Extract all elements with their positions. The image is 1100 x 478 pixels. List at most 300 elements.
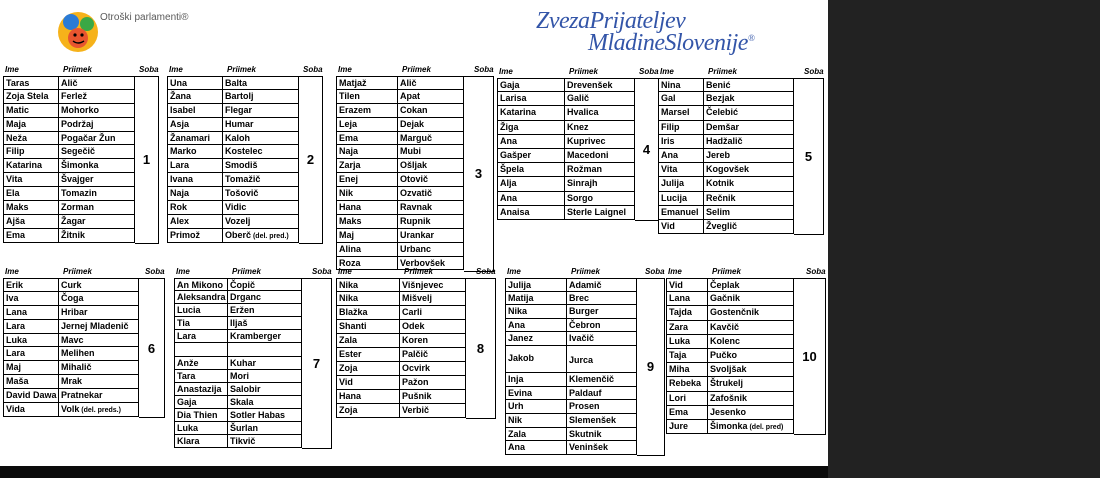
room-table-10 [666, 266, 826, 434]
surname-cell: Burger [567, 305, 637, 318]
surname-cell [228, 343, 302, 355]
bottom-bar [0, 466, 828, 478]
first-name-cell: Lana [666, 292, 708, 305]
table-row [174, 317, 302, 330]
first-name-cell: David Dawa [3, 389, 59, 402]
surname-cell: Tomažič [223, 173, 299, 186]
first-name-cell: Ana [658, 149, 704, 162]
surname-cell: Skala [228, 396, 302, 408]
table-row [497, 78, 635, 92]
first-name-cell: Hana [336, 201, 398, 214]
table-header [3, 266, 165, 278]
column-header-soba: Soba [804, 67, 824, 76]
surname-cell: Rupnik [398, 215, 464, 228]
table-row [167, 90, 299, 104]
surname-cell: Marguč [398, 132, 464, 145]
first-name-cell: Ana [497, 192, 565, 205]
surname-cell: Odek [400, 320, 466, 333]
surname-cell: Zafošnik [708, 392, 794, 405]
logo-right-line1: ZvezaPrijateljev [536, 8, 686, 34]
table-row [174, 330, 302, 343]
table-row [658, 106, 794, 120]
surname-cell: Podržaj [59, 118, 135, 131]
surname-cell: Sinrajh [565, 177, 635, 190]
first-name-cell: Nika [336, 279, 400, 291]
surname-cell: Vidic [223, 201, 299, 214]
video-panel [828, 0, 1100, 478]
room-number: 3 [464, 76, 494, 272]
first-name-cell: Aleksandra [174, 291, 228, 303]
first-name-cell: Larisa [497, 92, 565, 105]
surname-cell: Koren [400, 334, 466, 347]
table-row [167, 104, 299, 118]
surname-cell: Bezjak [704, 92, 794, 105]
column-header-ime: Ime [668, 267, 682, 276]
room-table-9 [505, 266, 665, 455]
first-name-cell: Luka [174, 422, 228, 434]
surname-cell: Ferlež [59, 90, 135, 103]
surname-cell: Alič [398, 77, 464, 89]
first-name-cell: Marsel [658, 106, 704, 119]
first-name-cell: Lana [3, 306, 59, 319]
table-row [336, 76, 464, 90]
room-number: 6 [139, 278, 165, 418]
column-header-priimek: Priimek [569, 67, 598, 76]
table-row [658, 163, 794, 177]
surname-cell: Jernej Mladenič [59, 320, 139, 333]
table-row [3, 306, 139, 320]
table-header [167, 64, 323, 76]
table-row [174, 343, 302, 356]
table-row [336, 243, 464, 257]
table-row [497, 206, 635, 220]
column-header-soba: Soba [476, 267, 496, 276]
first-name-cell: Ajša [3, 215, 59, 228]
table-row [3, 187, 135, 201]
table-row [505, 278, 637, 292]
first-name-cell: Gašper [497, 149, 565, 162]
surname-cell: Sorgo [565, 192, 635, 205]
column-header-soba: Soba [639, 67, 659, 76]
table-row [3, 173, 135, 187]
surname-cell: Hribar [59, 306, 139, 319]
column-header-ime: Ime [660, 67, 674, 76]
surname-cell: Iljaš [228, 317, 302, 329]
table-header [174, 266, 332, 278]
surname-cell: Hvalica [565, 106, 635, 119]
table-row [658, 149, 794, 163]
table-row [174, 396, 302, 409]
table-row [174, 422, 302, 435]
first-name-cell: Vid [336, 376, 400, 389]
table-row [666, 392, 794, 406]
table-row [666, 335, 794, 349]
logo-right-line2 [588, 30, 754, 57]
table-row [666, 363, 794, 377]
surname-cell: Mubi [398, 145, 464, 158]
column-header-soba: Soba [645, 267, 665, 276]
table-row [3, 90, 135, 104]
table-header [505, 266, 665, 278]
table-row [167, 173, 299, 187]
table-row [174, 370, 302, 383]
first-name-cell: Isabel [167, 104, 223, 117]
surname-cell: Klemenčič [567, 373, 637, 386]
surname-cell: Apat [398, 90, 464, 103]
surname-cell: Melihen [59, 347, 139, 360]
surname-cell: Pratnekar [59, 389, 139, 402]
first-name-cell: Zoja [336, 362, 400, 375]
first-name-cell: Zara [666, 321, 708, 334]
first-name-cell: Neža [3, 132, 59, 145]
surname-cell: Macedoni [565, 149, 635, 162]
table-row [666, 406, 794, 420]
surname-cell: Veninšek [567, 441, 637, 454]
column-header-soba: Soba [303, 65, 323, 74]
table-row [497, 163, 635, 177]
table-row [505, 441, 637, 455]
role-note: (del. pred.) [251, 232, 289, 240]
table-row [174, 383, 302, 396]
surname-cell: Kramberger [228, 330, 302, 342]
table-row [336, 104, 464, 118]
table-row [497, 92, 635, 106]
surname-cell: Demšar [704, 121, 794, 134]
first-name-cell: Lara [3, 320, 59, 333]
column-header-soba: Soba [139, 65, 159, 74]
table-row [497, 177, 635, 191]
table-row [3, 347, 139, 361]
table-row [167, 118, 299, 132]
table-row [3, 278, 139, 292]
first-name-cell: Vita [658, 163, 704, 176]
table-row [3, 389, 139, 403]
first-name-cell: Ana [505, 441, 567, 454]
first-name-cell: Taja [666, 349, 708, 362]
table-row [3, 104, 135, 118]
table-row [505, 332, 637, 346]
column-header-priimek: Priimek [404, 267, 433, 276]
first-name-cell: Enej [336, 173, 398, 186]
first-name-cell: Maj [3, 361, 59, 374]
table-row [167, 229, 299, 243]
table-row [3, 132, 135, 146]
first-name-cell: Asja [167, 118, 223, 131]
table-row [497, 135, 635, 149]
table-row [167, 132, 299, 146]
first-name-cell: Ester [336, 348, 400, 361]
surname-cell: Višnjevec [400, 279, 466, 291]
surname-cell: Verbovšek [398, 257, 464, 270]
surname-cell: Flegar [223, 104, 299, 117]
surname-cell: Smodiš [223, 159, 299, 172]
table-row [505, 373, 637, 387]
first-name-cell: Maks [3, 201, 59, 214]
column-header-priimek: Priimek [571, 267, 600, 276]
first-name-cell: Gal [658, 92, 704, 105]
first-name-cell: Maks [336, 215, 398, 228]
table-header [336, 266, 496, 278]
surname-cell: Cokan [398, 104, 464, 117]
surname-cell: Ivačič [567, 332, 637, 345]
surname-cell: Mohorko [59, 104, 135, 117]
first-name-cell: Evina [505, 387, 567, 400]
table-row [497, 106, 635, 120]
surname-cell: Drevenšek [565, 79, 635, 91]
surname-cell: Eržen [228, 304, 302, 316]
surname-cell: Jurca [567, 346, 637, 372]
table-row [336, 376, 466, 390]
first-name-cell: Žiga [497, 121, 565, 134]
first-name-cell: Ema [3, 229, 59, 242]
surname-cell: Paldauf [567, 387, 637, 400]
table-row [174, 278, 302, 291]
column-header-ime: Ime [499, 67, 513, 76]
table-row [505, 428, 637, 442]
surname-cell: Kavčič [708, 321, 794, 334]
surname-cell: Ozvatič [398, 187, 464, 200]
first-name-cell: Iris [658, 135, 704, 148]
column-header-priimek: Priimek [712, 267, 741, 276]
room-table-6 [3, 266, 165, 417]
table-header [666, 266, 826, 278]
table-row [497, 121, 635, 135]
first-name-cell: Zarja [336, 159, 398, 172]
surname-cell: Mišvelj [400, 292, 466, 305]
table-row [336, 390, 466, 404]
table-row [3, 118, 135, 132]
first-name-cell: Blažka [336, 306, 400, 319]
surname-cell: Hadžalič [704, 135, 794, 148]
table-row [3, 159, 135, 173]
column-header-ime: Ime [507, 267, 521, 276]
table-row [658, 135, 794, 149]
surname-cell: Gačnik [708, 292, 794, 305]
first-name-cell: Vid [666, 279, 708, 291]
table-row [336, 278, 466, 292]
first-name-cell: Marko [167, 145, 223, 158]
surname-cell: Čeplak [708, 279, 794, 291]
table-row [336, 215, 464, 229]
surname-cell: Brec [567, 292, 637, 305]
surname-cell: Šimonka [59, 159, 135, 172]
first-name-cell: Matija [505, 292, 567, 305]
column-header-ime: Ime [5, 65, 19, 74]
table-row [3, 403, 139, 417]
table-row [174, 435, 302, 448]
column-header-ime: Ime [338, 65, 352, 74]
table-row [336, 229, 464, 243]
surname-cell: Segečič [59, 145, 135, 158]
first-name-cell: Alja [497, 177, 565, 190]
surname-cell: Adamič [567, 279, 637, 291]
surname-cell: Kogovšek [704, 163, 794, 176]
table-row [336, 187, 464, 201]
table-row [3, 201, 135, 215]
table-row [336, 334, 466, 348]
surname-cell: Švajger [59, 173, 135, 186]
surname-cell: Verbič [400, 404, 466, 417]
room-table-5 [658, 66, 824, 234]
surname-cell: Žitnik [59, 229, 135, 242]
column-header-soba: Soba [145, 267, 165, 276]
first-name-cell: Ema [666, 406, 708, 419]
surname-cell: Jereb [704, 149, 794, 162]
column-header-soba: Soba [806, 267, 826, 276]
first-name-cell: Erik [3, 279, 59, 291]
first-name-cell: Maj [336, 229, 398, 242]
first-name-cell: Alex [167, 215, 223, 228]
table-row [3, 375, 139, 389]
surname-cell: Urbanc [398, 243, 464, 256]
table-row [658, 192, 794, 206]
first-name-cell [174, 343, 228, 355]
surname-cell: Kotnik [704, 177, 794, 190]
surname-cell: Sotler Habas [228, 409, 302, 421]
first-name-cell: Ana [505, 319, 567, 332]
first-name-cell: Vita [3, 173, 59, 186]
table-row [658, 206, 794, 220]
first-name-cell: Lucia [174, 304, 228, 316]
surname-cell: Svoljšak [708, 363, 794, 376]
room-number: 7 [302, 278, 332, 449]
first-name-cell: Urh [505, 400, 567, 413]
table-row [505, 292, 637, 306]
surname-cell: Ravnak [398, 201, 464, 214]
room-number: 2 [299, 76, 323, 244]
first-name-cell: Inja [505, 373, 567, 386]
table-row [3, 145, 135, 159]
surname-cell: Otovič [398, 173, 464, 186]
first-name-cell: Iva [3, 292, 59, 305]
surname-cell: Rožman [565, 163, 635, 176]
first-name-cell: Tia [174, 317, 228, 329]
surname-cell: Balta [223, 77, 299, 89]
surname-cell: Mavc [59, 334, 139, 347]
surname-cell: Volk (del. preds.) [59, 403, 139, 416]
role-note: (del. preds.) [79, 407, 121, 415]
table-header [497, 66, 659, 78]
surname-cell: Štrukelj [708, 377, 794, 390]
table-row [3, 334, 139, 348]
surname-cell: Čoga [59, 292, 139, 305]
first-name-cell: Žanamari [167, 132, 223, 145]
surname-cell: Kolenc [708, 335, 794, 348]
first-name-cell: Dia Thien [174, 409, 228, 421]
surname-cell: Sterle Laignel [565, 206, 635, 219]
first-name-cell: An Mikono [174, 279, 228, 290]
table-row [666, 377, 794, 391]
surname-cell: Zorman [59, 201, 135, 214]
surname-cell: Bartolj [223, 90, 299, 103]
table-row [336, 404, 466, 418]
first-name-cell: Nika [505, 305, 567, 318]
table-row [174, 409, 302, 422]
table-row [497, 149, 635, 163]
column-header-priimek: Priimek [63, 65, 92, 74]
room-table-4 [497, 66, 659, 220]
first-name-cell: Matic [3, 104, 59, 117]
surname-cell: Čelebić [704, 106, 794, 119]
table-row [167, 159, 299, 173]
first-name-cell: Janez [505, 332, 567, 345]
table-row [497, 192, 635, 206]
first-name-cell: Nika [336, 292, 400, 305]
role-note: (del. pred) [747, 423, 784, 431]
table-row [505, 400, 637, 414]
table-row [167, 187, 299, 201]
first-name-cell: Tilen [336, 90, 398, 103]
room-table-8 [336, 266, 496, 418]
first-name-cell: Rebeka [666, 377, 708, 390]
surname-cell: Ocvirk [400, 362, 466, 375]
surname-cell: Urankar [398, 229, 464, 242]
first-name-cell: Zoja [336, 404, 400, 417]
surname-cell: Carli [400, 306, 466, 319]
surname-cell: Tikvič [228, 435, 302, 447]
table-row [336, 292, 466, 306]
first-name-cell: Lucija [658, 192, 704, 205]
first-name-cell: Naja [167, 187, 223, 200]
first-name-cell: Žana [167, 90, 223, 103]
table-row [167, 201, 299, 215]
first-name-cell: Jure [666, 420, 708, 433]
first-name-cell: Gaja [174, 396, 228, 408]
surname-cell: Čebron [567, 319, 637, 332]
column-header-ime: Ime [169, 65, 183, 74]
table-row [336, 201, 464, 215]
surname-cell: Selim [704, 206, 794, 219]
first-name-cell: Shanti [336, 320, 400, 333]
table-row [3, 320, 139, 334]
room-number: 8 [466, 278, 496, 419]
surname-cell: Galič [565, 92, 635, 105]
table-row [167, 145, 299, 159]
surname-cell: Alič [59, 77, 135, 89]
column-header-priimek: Priimek [63, 267, 92, 276]
table-row [505, 387, 637, 401]
first-name-cell: Julija [505, 279, 567, 291]
table-row [666, 321, 794, 335]
surname-cell: Palčič [400, 348, 466, 361]
table-header [3, 64, 159, 76]
first-name-cell: Katarina [497, 106, 565, 119]
surname-cell: Čopič [228, 279, 302, 290]
surname-cell: Humar [223, 118, 299, 131]
surname-cell: Vozelj [223, 215, 299, 228]
surname-cell: Pažon [400, 376, 466, 389]
table-row [336, 145, 464, 159]
table-row [336, 159, 464, 173]
surname-cell: Gostenčnik [708, 306, 794, 319]
children-emblem-icon [54, 8, 102, 54]
logo-right-reg: ® [747, 33, 755, 43]
first-name-cell: Taras [3, 77, 59, 89]
table-row [174, 291, 302, 304]
table-row [336, 132, 464, 146]
surname-cell: Prosen [567, 400, 637, 413]
first-name-cell: Nik [505, 414, 567, 427]
surname-cell: Salobir [228, 383, 302, 395]
first-name-cell: Rok [167, 201, 223, 214]
first-name-cell: Ela [3, 187, 59, 200]
table-row [505, 305, 637, 319]
first-name-cell: Roza [336, 257, 398, 270]
surname-cell: Curk [59, 279, 139, 291]
table-row [666, 278, 794, 292]
table-row [3, 229, 135, 243]
surname-cell: Kaloh [223, 132, 299, 145]
